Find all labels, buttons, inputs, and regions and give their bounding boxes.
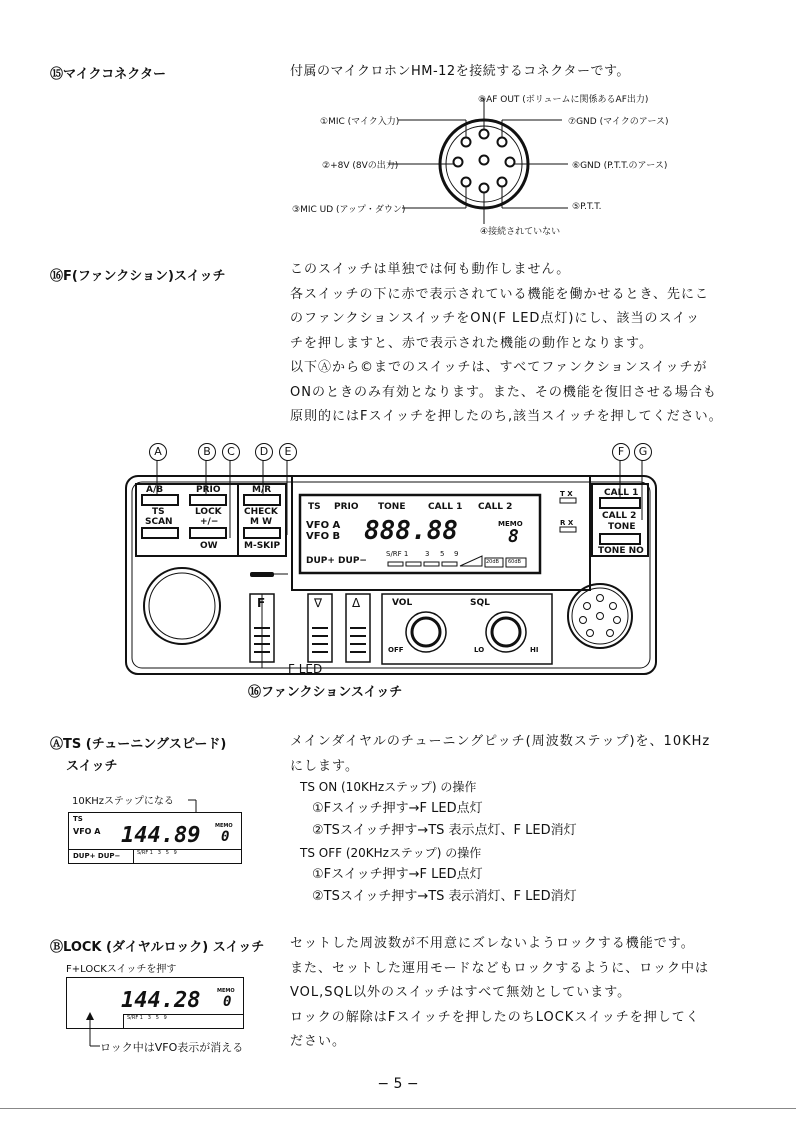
ow-label: OW [200,541,218,551]
ts-off-heading: TS OFF (20KHzステップ) の操作 [300,846,482,860]
pin-1-label: ①MIC (マイク入力) [320,117,400,127]
vol-knob[interactable]: VOL [392,598,413,608]
down-button[interactable]: ∇ [314,596,323,610]
radio-front-panel [120,440,670,705]
mw-button[interactable]: M W [250,517,273,527]
lock-lcd-srf: S/RF 1 3 5 9 [127,1015,167,1021]
pin-4-label: ④接続されていない [480,227,561,237]
f-button[interactable]: F [257,596,266,610]
rx-indicator: R X [560,519,574,527]
connector-pin-4 [480,184,489,193]
ts-off-step-2: ②TSスイッチ押す→TS 表示消灯、F LED消灯 [312,889,577,904]
marker-b: B [198,443,216,461]
pin-8-label: ⑧AF OUT (ボリュームに関係あるAF出力) [478,95,649,105]
sectionA-heading-2: スイッチ [66,759,118,774]
check-label: CHECK [244,507,278,517]
ab-button[interactable]: A/B [146,485,164,495]
marker-g: G [634,443,652,461]
page-number: − 5 − [377,1076,419,1092]
ts-lcd-ts: TS [73,815,83,823]
lock-lcd-memo: MEMO [217,988,235,994]
lcd-prio: PRIO [334,502,359,512]
sectionB-text [290,932,730,1055]
connector-pin-2 [454,158,463,167]
lock-lcd-frequency: 144.28 [121,988,201,1013]
text-line: チを押しますと、赤で表示された機能の動作となります。 [290,335,653,351]
lock-lcd-memo-digit: 0 [223,994,232,1010]
lcd-frequency: 888.88 [364,516,458,546]
marker-f: F [612,443,630,461]
sql-knob[interactable]: SQL [470,598,490,608]
sectionA-heading: ⒶTS (チューニングスピード) [50,737,227,752]
text-line: VOL,SQL以外のスイッチはすべて無効としています。 [290,985,632,1000]
bottom-rule [0,1108,796,1109]
sectionB-heading: ⒷLOCK (ダイヤルロック) スイッチ [50,940,265,955]
text-line: このスイッチは単独では何も動作しません。 [290,262,571,277]
plus-minus-label: +/− [200,517,219,527]
text-line: ONのときのみ有効となります。また、その機能を復旧させる場合も [290,384,717,400]
section15-heading: ⑮マイクコネクター [50,67,166,82]
lcd-vfo-a: VFO A [306,520,341,531]
up-button[interactable]: Δ [352,596,361,610]
lock-label: LOCK [195,507,222,517]
marker-d: D [255,443,273,461]
text-line: 原則的にはFスイッチを押したのち,該当スイッチを押してください。 [290,409,723,424]
text-line: のファンクションスイッチをON(F LED点灯)にし、該当のスイッ [290,311,700,326]
lcd-dup: DUP+ DUP− [306,556,367,566]
lcd-call2: CALL 2 [478,502,513,512]
lcd-vfo-b: VFO B [306,531,341,542]
lock-lcd-caption: ロック中はVFO表示が消える [100,1041,244,1054]
marker-a: A [149,443,167,461]
ts-lcd-vfo-a: VFO A [73,827,101,836]
text-line: ださい。 [290,1034,347,1049]
section16-heading: ⑯F(ファンクション)スイッチ [50,269,226,284]
lcd-60db: 60dB [508,559,521,565]
marker-e: E [279,443,297,461]
connector-diagram [290,84,710,244]
ts-off-step-1: ①Fスイッチ押す→F LED点灯 [312,867,483,882]
lcd-memo-digit: 8 [508,526,519,547]
ts-lcd-srf: S/RF 1 3 5 9 [137,850,177,856]
sectionA-text [290,730,730,779]
connector-pin-5 [498,178,507,187]
hi-label: HI [530,646,539,654]
sectionB-subheading: F+LOCKスイッチを押す [66,964,177,975]
ts-lcd-example [68,812,242,864]
ts-lcd-dup: DUP+ DUP− [73,852,121,860]
section15-description: 付属のマイクロホンHM-12を接続するコネクターです。 [290,64,630,79]
lcd-memo: MEMO [498,520,523,528]
connector-pin-center [480,156,489,165]
pin-2-label: ②+8V (8Vの出力) [322,161,399,171]
connector-pin-3 [462,178,471,187]
text-line: メインダイヤルのチューニングピッチ(周波数ステップ)を、10KHz [290,734,711,749]
ts-on-step-1: ①Fスイッチ押す→F LED点灯 [312,801,483,816]
connector-pin-7 [498,138,507,147]
mr-button[interactable]: M/R [252,485,272,495]
text-line: また、セットした運用モードなどもロックするように、ロック中は [290,960,709,976]
tx-indicator: T X [560,490,573,498]
connector-pin-1 [462,138,471,147]
ts-lcd-memo-digit: 0 [221,829,230,845]
tone-no-label: TONE NO [598,546,644,556]
scan-button[interactable]: SCAN [145,517,173,527]
tone-button[interactable]: TONE [608,522,636,532]
ts-label: TS [152,507,165,517]
pin-6-label: ⑥GND (P.T.T.のアース) [572,161,668,171]
text-line: 以下Ⓐから©までのスイッチは、すべてファンクションスイッチが [290,360,708,375]
call1-button[interactable]: CALL 1 [604,488,639,498]
pin-5-label: ⑤P.T.T. [572,202,602,212]
marker-c: C [222,443,240,461]
pin-7-label: ⑦GND (マイクのアース) [568,117,669,127]
lcd-tone: TONE [378,502,406,512]
lcd-20db: 20dB [486,559,499,565]
ts-operations [300,776,577,908]
lcd-srf: S/RF 1 [386,550,409,558]
ts-on-heading: TS ON (10KHzステップ) の操作 [300,780,477,794]
call2-label: CALL 2 [602,511,637,521]
pin-3-label: ③MIC UD (アップ・ダウン) [292,205,406,215]
function-switch-caption: ⑯ファンクションスイッチ [248,685,403,700]
connector-pin-8 [480,130,489,139]
ts-on-step-2: ②TSスイッチ押す→TS 表示点灯、F LED消灯 [312,823,577,838]
lcd-call1: CALL 1 [428,502,463,512]
f-led-label: F LED [288,662,323,676]
prio-button[interactable]: PRIO [196,485,221,495]
ts-lcd-frequency: 144.89 [121,823,201,848]
lcd-ts: TS [308,502,321,512]
text-line: 各スイッチの下に赤で表示されている機能を働かせるとき、先にこ [290,286,709,302]
mskip-label: M-SKIP [244,541,281,551]
lo-label: LO [474,646,485,654]
connector-pin-6 [506,158,515,167]
ts-lcd-memo: MEMO [215,823,233,829]
text-line: セットした周波数が不用意にズレないようロックする機能です。 [290,936,695,951]
lcd-s9: 9 [454,550,459,558]
ts-lcd-caption: 10KHzステップになる [72,796,174,807]
section16-text [290,258,730,430]
off-label: OFF [388,646,404,654]
lcd-s5: 5 [440,550,445,558]
text-line: にします。 [290,758,359,774]
lcd-s3: 3 [425,550,430,558]
text-line: ロックの解除はFスイッチを押したのちLOCKスイッチを押してく [290,1009,700,1025]
